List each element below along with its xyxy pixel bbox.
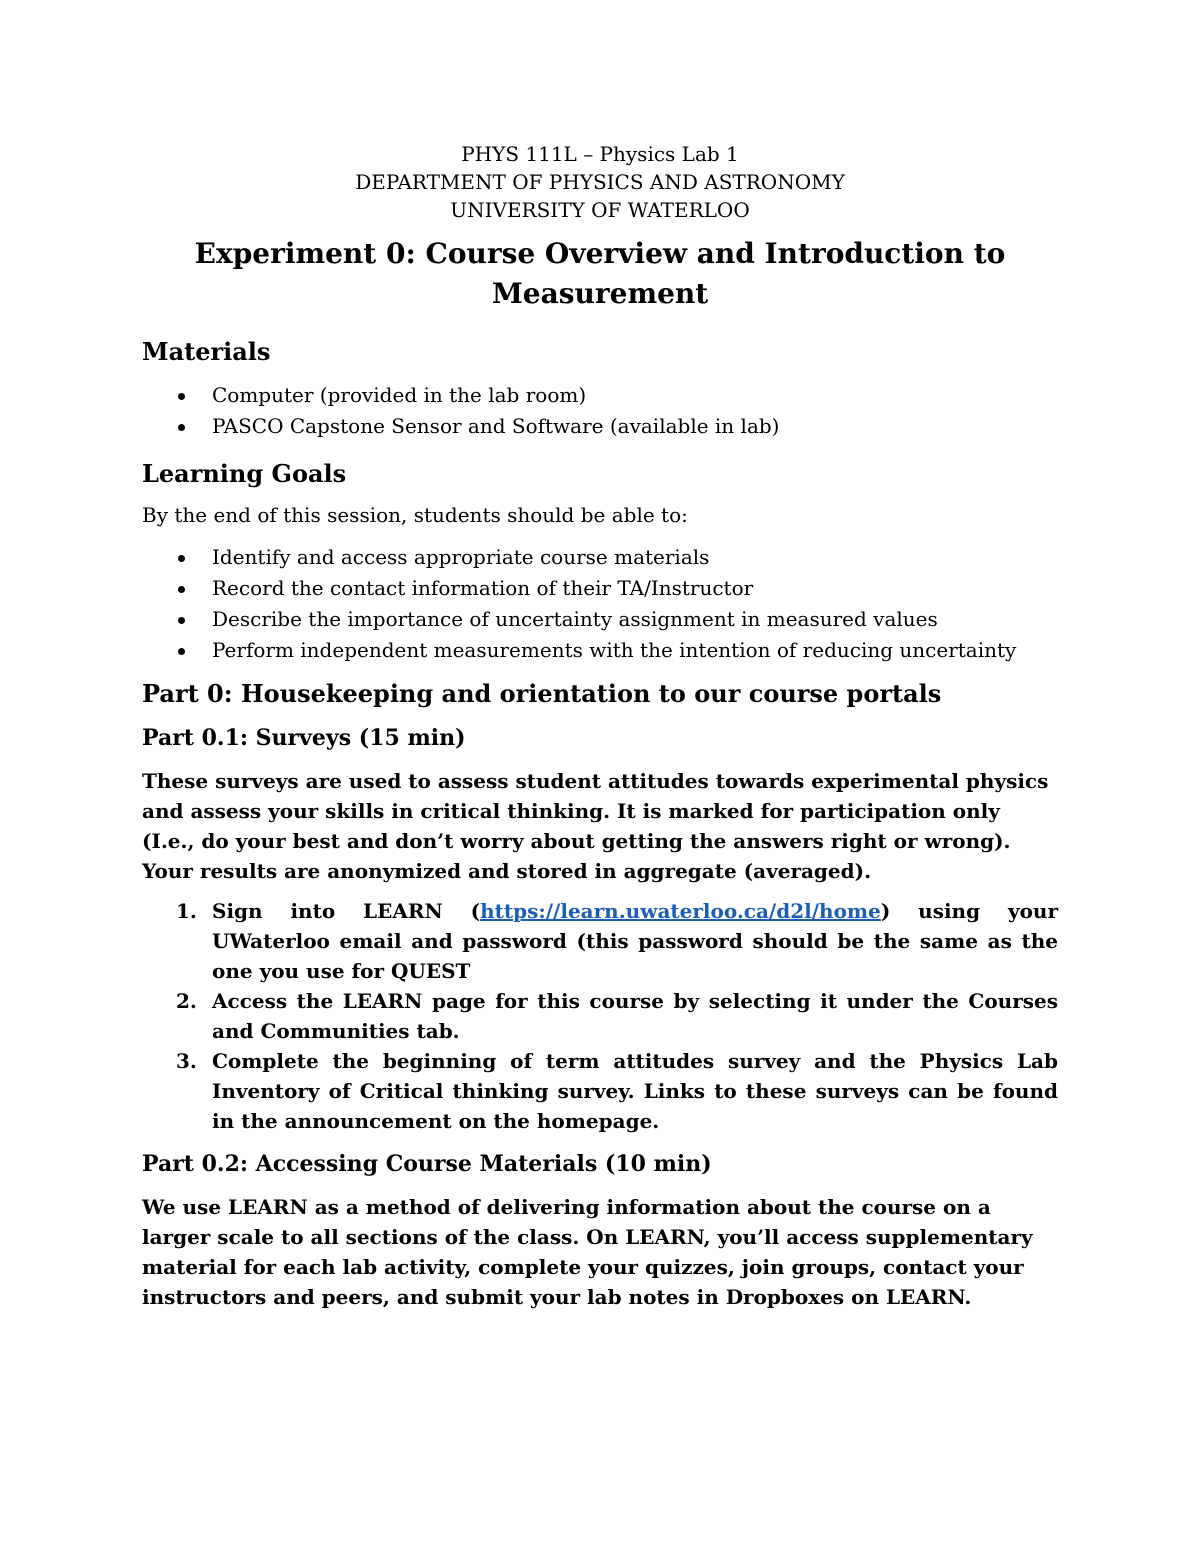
step-item-3: 3. Complete the beginning of term attitudes survey and the Physics Lab Inventory of Critical thinking survey. Links to these surveys can be found in the announcement on the homepage.	[142, 1046, 1058, 1136]
part-0-1-heading: Part 0.1: Surveys (15 min)	[142, 725, 466, 751]
part-0-heading: Part 0: Housekeeping and orientation to our course portals	[142, 679, 942, 708]
bullet-icon	[178, 393, 185, 400]
list-item: Describe the importance of uncertainty assignment in measured values	[142, 604, 1058, 635]
learning-goals-list	[142, 542, 1058, 666]
list-item: PASCO Capstone Sensor and Software (available in lab)	[142, 411, 1058, 442]
part-0-1-section	[142, 722, 1058, 1136]
bullet-icon	[178, 648, 185, 655]
learn-home-link[interactable]: https://learn.uwaterloo.ca/d2l/home	[480, 899, 881, 923]
bullet-icon	[178, 424, 185, 431]
page-title-line-1: Experiment 0: Course Overview and Introduction to	[194, 237, 1006, 270]
step-number: 3.	[176, 1049, 197, 1073]
materials-list	[142, 380, 1058, 442]
part-0-2-heading: Part 0.2: Accessing Course Materials (10 min)	[142, 1151, 712, 1177]
list-item: Perform independent measurements with the intention of reducing uncertainty	[142, 635, 1058, 666]
step-item-2: 2. Access the LEARN page for this course by selecting it under the Courses and Communities tab.	[142, 986, 1058, 1046]
university-name: UNIVERSITY OF WATERLOO	[450, 198, 750, 222]
step-number: 2.	[176, 989, 197, 1013]
bullet-icon	[178, 586, 185, 593]
department-name: DEPARTMENT OF PHYSICS AND ASTRONOMY	[355, 170, 845, 194]
learning-goals-intro: By the end of this session, students should be able to:	[142, 503, 688, 527]
page-title	[142, 234, 1058, 314]
list-item: Identify and access appropriate course materials	[142, 542, 1058, 573]
list-item: Record the contact information of their TA/Instructor	[142, 573, 1058, 604]
course-code: PHYS 111L – Physics Lab 1	[461, 142, 739, 166]
document-header	[142, 140, 1058, 224]
materials-section	[142, 336, 1058, 442]
course-materials-paragraph: We use LEARN as a method of delivering information about the course on a larger scale to all sections of the class. On LEARN, you’ll access supplementary material for each lab activity, complete your quizzes, join groups, contact your instructors and peers, and submit your lab notes in Dropboxes on LEARN.	[142, 1195, 1033, 1309]
bullet-icon	[178, 555, 185, 562]
step-number: 1.	[176, 899, 197, 923]
part-0-2-section	[142, 1148, 1058, 1312]
page-title-line-2: Measurement	[491, 277, 709, 310]
part-0-section	[142, 678, 1058, 710]
materials-heading: Materials	[142, 337, 271, 366]
step-item-1: 1. Sign into LEARN (https://learn.uwaterloo.ca/d2l/home) using your UWaterloo email and password (this password should be the same as the one you use for QUEST	[142, 896, 1058, 986]
bullet-icon	[178, 617, 185, 624]
learning-goals-section	[142, 458, 1058, 666]
learning-goals-heading: Learning Goals	[142, 459, 347, 488]
list-item: Computer (provided in the lab room)	[142, 380, 1058, 411]
surveys-steps	[142, 896, 1058, 1136]
surveys-paragraph: These surveys are used to assess student attitudes towards experimental physics and assess your skills in critical thinking. It is marked for participation only (I.e., do your best and don’t worry about getting the answers right or wrong). Your results are anonymized and stored in aggregate (averaged).	[142, 769, 1049, 883]
